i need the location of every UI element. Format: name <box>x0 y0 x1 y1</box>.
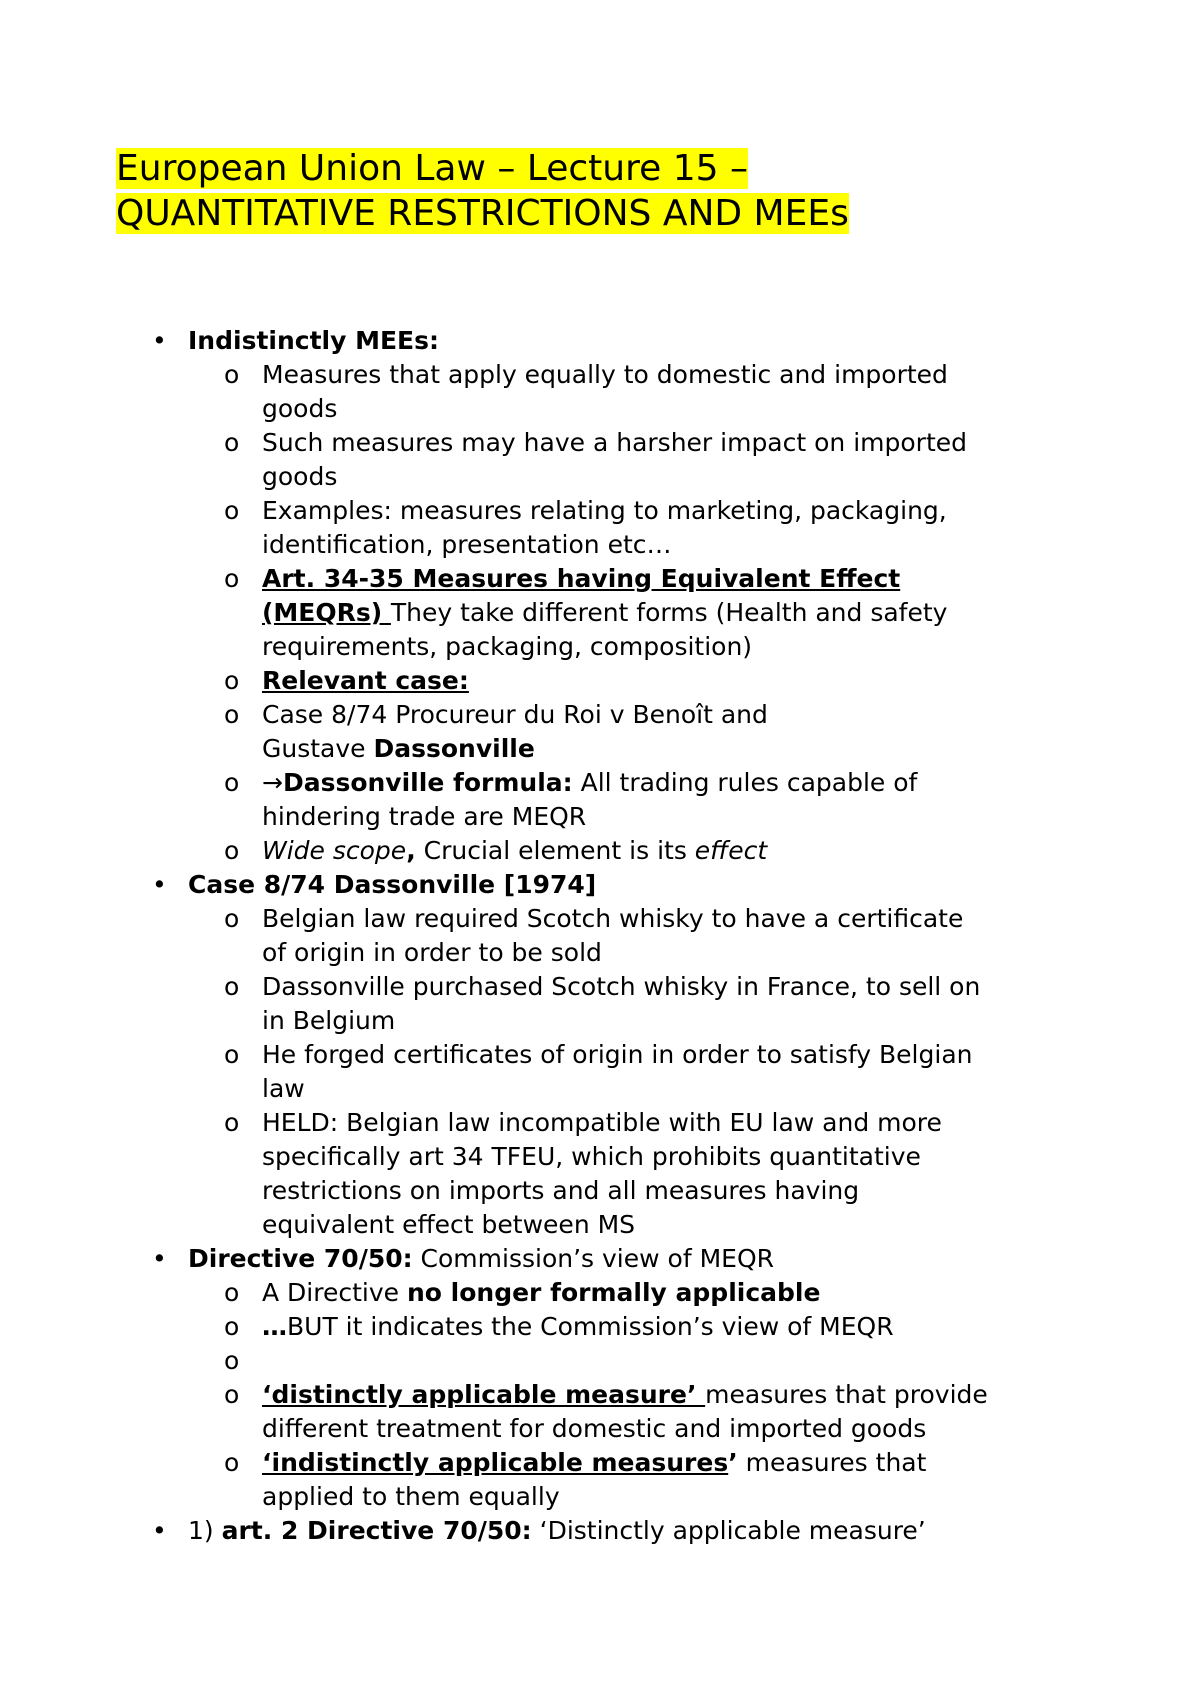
text-line-row <box>0 528 1200 562</box>
section-heading-indistinctly-mees: Indistinctly MEEs: <box>188 326 440 355</box>
text-line-row <box>0 1004 1200 1038</box>
sub-bullet-marker: o <box>224 700 240 729</box>
sub-bullet-marker: o <box>224 360 240 389</box>
relevant-case-label: Relevant case: <box>262 666 469 695</box>
page-title <box>116 146 849 236</box>
text-line: requirements, packaging, composition) <box>262 632 753 661</box>
list-item <box>0 1242 1200 1276</box>
closing-quote: ’ <box>728 1448 738 1477</box>
list-item <box>0 868 1200 902</box>
text-line: Such measures may have a harsher impact on imported <box>262 428 968 457</box>
sub-bullet-marker: o <box>224 1448 240 1477</box>
text-line: goods <box>262 462 338 491</box>
text-line-row <box>0 1140 1200 1174</box>
text-line: He forged certificates of origin in order to satisfy Belgian <box>262 1040 973 1069</box>
sub-list-item <box>0 358 1200 392</box>
text-fragment: measures that provide <box>705 1380 988 1409</box>
text-line: applied to them equally <box>262 1482 560 1511</box>
title-line-1: European Union Law – Lecture 15 – <box>116 148 748 189</box>
text-fragment: measures that <box>737 1448 927 1477</box>
text-line: Dassonville purchased Scotch whisky in France, to sell on <box>262 972 981 1001</box>
text-line: identification, presentation etc… <box>262 530 672 559</box>
dassonville-formula-label: Dassonville formula: <box>282 768 573 797</box>
text-line: law <box>262 1074 305 1103</box>
distinctly-applicable-term: ‘distinctly applicable measure’ <box>262 1380 706 1409</box>
sub-bullet-marker: o <box>224 768 240 797</box>
text-line: restrictions on imports and all measures having <box>262 1176 860 1205</box>
bullet-marker: • <box>152 326 167 355</box>
case-name: Dassonville <box>373 734 535 763</box>
section-heading-art2: art. 2 Directive 70/50: <box>221 1516 532 1545</box>
sub-bullet-marker: o <box>224 1346 240 1375</box>
text-line: Measures that apply equally to domestic and imported <box>262 360 948 389</box>
text-line-row <box>0 596 1200 630</box>
italic-term: Wide scope <box>262 836 407 865</box>
sub-list-item <box>0 1446 1200 1480</box>
italic-term: effect <box>694 836 768 865</box>
text-line: Case 8/74 Procureur du Roi v Benoît and <box>262 700 768 729</box>
sub-bullet-marker: o <box>224 1040 240 1069</box>
sub-list-item <box>0 494 1200 528</box>
text-fragment: A Directive <box>262 1278 407 1307</box>
bullet-marker: • <box>152 1516 167 1545</box>
text-line-row <box>0 800 1200 834</box>
text-fragment: BUT it indicates the Commission’s view of MEQR <box>287 1312 894 1341</box>
text-line-row <box>0 460 1200 494</box>
text-line: Examples: measures relating to marketing, packaging, <box>262 496 947 525</box>
text-line-row <box>0 1072 1200 1106</box>
text-fragment: All trading rules capable of <box>572 768 918 797</box>
sub-list-item <box>0 1310 1200 1344</box>
title-line-2: QUANTITATIVE RESTRICTIONS AND MEEs <box>116 193 849 234</box>
text-fragment: They take different forms (Health and safety <box>390 598 948 627</box>
sub-bullet-marker: o <box>224 496 240 525</box>
text-line-row <box>0 630 1200 664</box>
text-line: Belgian law required Scotch whisky to have a certificate <box>262 904 964 933</box>
sub-bullet-marker: o <box>224 836 240 865</box>
text-line-row <box>0 392 1200 426</box>
section-heading-dassonville-case: Case 8/74 Dassonville [1974] <box>188 870 597 899</box>
bullet-marker: • <box>152 1244 167 1273</box>
sub-bullet-marker: o <box>224 1312 240 1341</box>
list-item <box>0 324 1200 358</box>
sub-bullet-marker: o <box>224 1278 240 1307</box>
sub-list-item <box>0 766 1200 800</box>
text-line-row <box>0 1412 1200 1446</box>
emphasis-text: no longer formally applicable <box>406 1278 821 1307</box>
sub-bullet-marker: o <box>224 1380 240 1409</box>
text-line-row <box>0 936 1200 970</box>
bullet-marker: • <box>152 870 167 899</box>
arrow-icon: → <box>262 768 283 797</box>
section-heading-directive: Directive 70/50: <box>188 1244 413 1273</box>
text-fragment: Crucial element is its <box>415 836 695 865</box>
sub-list-item <box>0 562 1200 596</box>
text-line: of origin in order to be sold <box>262 938 602 967</box>
sub-list-item <box>0 664 1200 698</box>
text-fragment: Gustave <box>262 734 374 763</box>
article-reference: Art. 34-35 Measures having Equivalent Effect <box>262 564 901 593</box>
sub-list-item <box>0 1038 1200 1072</box>
text-line: specifically art 34 TFEU, which prohibits quantitative <box>262 1142 921 1171</box>
sub-list-item <box>0 970 1200 1004</box>
ellipsis: … <box>262 1312 287 1341</box>
notes-list <box>0 324 1200 1548</box>
text-line: different treatment for domestic and imported goods <box>262 1414 927 1443</box>
sub-list-item <box>0 1378 1200 1412</box>
sub-list-item <box>0 1106 1200 1140</box>
comma: , <box>406 836 416 865</box>
sub-bullet-marker: o <box>224 972 240 1001</box>
sub-list-item <box>0 698 1200 732</box>
sub-list-item-empty <box>0 1344 1200 1378</box>
sub-list-item <box>0 834 1200 868</box>
text-line: equivalent effect between MS <box>262 1210 636 1239</box>
text-line-row <box>0 732 1200 766</box>
sub-list-item <box>0 1276 1200 1310</box>
text-line: goods <box>262 394 338 423</box>
meqrs-term: (MEQRs) <box>262 598 391 627</box>
sub-bullet-marker: o <box>224 904 240 933</box>
text-fragment: Commission’s view of MEQR <box>412 1244 774 1273</box>
text-fragment: ‘Distinctly applicable measure’ <box>531 1516 926 1545</box>
text-fragment: 1) <box>188 1516 222 1545</box>
sub-list-item <box>0 902 1200 936</box>
sub-bullet-marker: o <box>224 428 240 457</box>
text-line-row <box>0 1174 1200 1208</box>
sub-bullet-marker: o <box>224 666 240 695</box>
sub-list-item <box>0 426 1200 460</box>
indistinctly-applicable-term: ‘indistinctly applicable measures <box>262 1448 729 1477</box>
list-item <box>0 1514 1200 1548</box>
sub-bullet-marker: o <box>224 1108 240 1137</box>
text-line: HELD: Belgian law incompatible with EU law and more <box>262 1108 942 1137</box>
text-line-row <box>0 1208 1200 1242</box>
text-line: hindering trade are MEQR <box>262 802 587 831</box>
text-line-row <box>0 1480 1200 1514</box>
sub-bullet-marker: o <box>224 564 240 593</box>
text-line: in Belgium <box>262 1006 396 1035</box>
